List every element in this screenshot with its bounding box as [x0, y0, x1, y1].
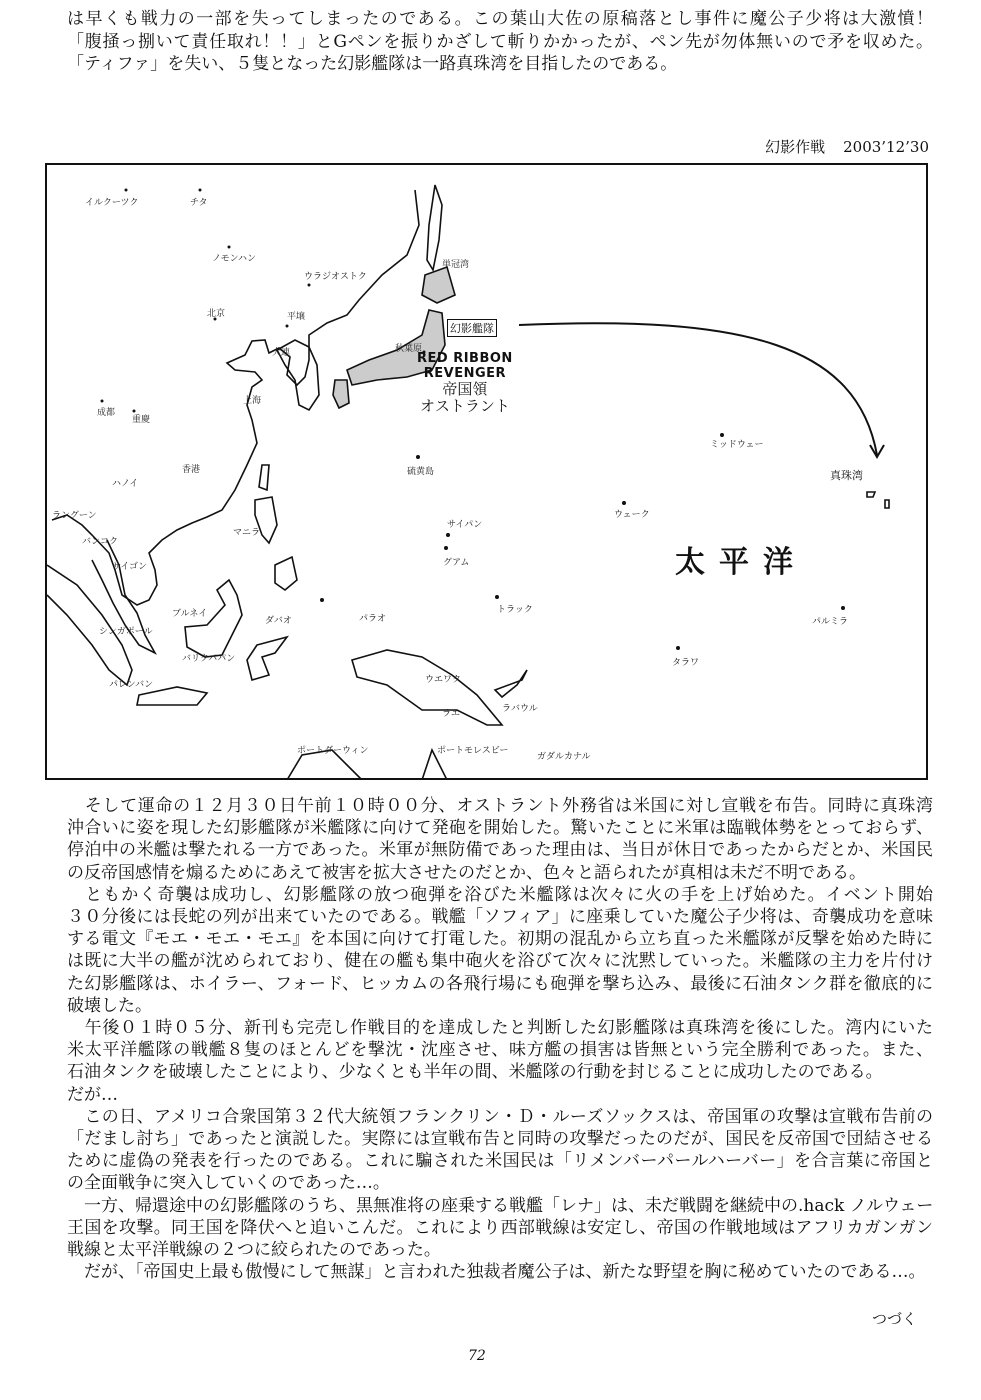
- operation-name: 幻影作戦: [765, 138, 826, 156]
- text-line: 停泊中の米艦は撃たれる一方であった。米軍が無防備であった理由は、当日が休日であったからだとか、米国民: [67, 840, 933, 861]
- place-label: ラングーン: [52, 511, 97, 521]
- text-line: の反帝国感情を煽るためにあえて被害を拡大させたのだとか、色々と語られたが真相は未だ不明である。: [67, 862, 866, 883]
- map-coastlines: [47, 165, 928, 780]
- place-label: パレンバン: [109, 680, 154, 690]
- place-label: ポートモレスビー: [437, 746, 509, 756]
- place-label: イルクーツク: [85, 198, 139, 208]
- place-label: 香港: [182, 465, 201, 475]
- text-line: する電文『モエ・モエ・モエ』を本国に向けて打電した。初期の混乱から立ち直った米艦隊が反撃を始めた時に: [67, 929, 933, 950]
- place-label: 上海: [243, 396, 262, 406]
- empire-name-jp: 帝国領: [442, 380, 488, 398]
- place-label: ダバオ: [265, 616, 292, 626]
- place-label: 秋葉原: [395, 344, 423, 354]
- to-be-continued: つづく: [872, 1310, 918, 1328]
- text-line: だが、「帝国史上最も傲慢にして無謀」と言われた独裁者魔公子は、新たな野望を胸に秘めていたのである…。: [67, 1262, 926, 1283]
- fleet-label: 幻影艦隊: [447, 319, 497, 337]
- text-line: 戦線と太平洋戦線の２つに絞られたのであった。: [67, 1240, 441, 1260]
- empire-name-en: REVENGER: [423, 366, 507, 381]
- page-number: 72: [468, 1348, 486, 1364]
- text-line: ３０分後には長蛇の列が出来ていたのである。戦艦「ソフィア」に座乗していた魔公子少将は、奇襲成功を意味: [67, 907, 933, 927]
- place-label: 重慶: [132, 415, 151, 425]
- text-line: 「腹掻っ捌いて責任取れ！！」とGペンを振りかざして斬りかかったが、ペン先が勿体無いので矛を収めた。: [67, 31, 933, 52]
- operation-date: 2003’12’30: [843, 138, 929, 156]
- place-label: シンガポール: [99, 627, 153, 637]
- place-label: 単冠湾: [442, 260, 470, 270]
- place-label: ウエワク: [425, 675, 462, 685]
- place-label: ラバウル: [502, 704, 538, 714]
- hawaii: [867, 492, 889, 508]
- philippines: [255, 497, 297, 590]
- place-label: ガダルカナル: [537, 752, 591, 762]
- place-label: タラワ: [672, 658, 700, 668]
- place-label: 成都: [97, 408, 116, 418]
- place-label: 硫黄島: [407, 467, 435, 477]
- text-line: そして運命の１２月３０日午前１０時００分、オストラント外務省は米国に対し宣戦を布告。同時に真珠湾: [67, 796, 933, 816]
- place-label: ブルネイ: [172, 609, 208, 619]
- place-label: サイゴン: [112, 562, 148, 572]
- place-label: ハノイ: [112, 479, 139, 489]
- taiwan: [259, 465, 269, 490]
- place-label: ポートダーウィン: [297, 746, 369, 756]
- text-line: 「ティファ」を失い、５隻となった幻影艦隊は一路真珠湾を目指したのである。: [67, 54, 678, 74]
- place-label: サイパン: [447, 520, 483, 530]
- new-guinea: [352, 650, 502, 725]
- place-label: マニラ: [233, 528, 261, 538]
- pacific-map: [45, 163, 928, 780]
- text-line: は早くも戦力の一部を失ってしまったのである。この葉山大佐の原稿落とし事件に魔公子少将は大激憤！: [67, 9, 933, 29]
- target-label: 真珠湾: [830, 469, 863, 482]
- new-britain: [495, 670, 527, 697]
- text-line: た幻影艦隊は、ホイラー、フォード、ヒッカムの各飛行場にも砲弾を撃ち込み、最後に石油タンク群を徹底的に: [67, 973, 933, 994]
- text-line: この日、アメリコ合衆国第３２代大統領フランクリン・Ｄ・ルーズソックスは、帝国軍の攻撃は宣戦布告前の: [67, 1106, 933, 1127]
- place-label: ミッドウェー: [710, 440, 764, 450]
- text-line: ともかく奇襲は成功し、幻影艦隊の放つ砲弾を浴びた米艦隊は次々に火の手を上げ始めた。イベント開始: [67, 884, 933, 905]
- ocean-label: 太平洋: [675, 545, 807, 580]
- text-line: 石油タンクを破壊したことにより、少なくとも半年の間、米艦隊の行動を封じることに成功したのである。: [67, 1062, 883, 1083]
- place-label: ラエ: [442, 709, 461, 719]
- place-label: トラック: [497, 605, 533, 615]
- place-label: 大連: [272, 348, 291, 358]
- place-label: バンコク: [82, 537, 119, 547]
- place-label: ウェーク: [614, 510, 650, 520]
- place-label: ウラジオストク: [304, 272, 367, 282]
- hokkaido: [422, 267, 455, 303]
- text-line: 一方、帰還途中の幻影艦隊のうち、黒無准将の座乗する戦艦「レナ」は、未だ戦闘を継続中の.hack ノルウェー: [67, 1195, 933, 1216]
- place-label: チタ: [190, 198, 208, 208]
- text-line: だが…: [67, 1084, 118, 1105]
- text-line: 午後０１時０５分、新刊も完売し作戦目的を達成したと判断した幻影艦隊は真珠湾を後にした。湾内にいた: [67, 1018, 933, 1038]
- empire-label: [417, 351, 513, 415]
- map-caption: [747, 136, 929, 157]
- text-line: 米太平洋艦隊の戦艦８隻のほとんどを撃沈・沈座させ、味方艦の損害は皆無という完全勝利であった。また、: [67, 1040, 933, 1061]
- attack-route-arrow: [519, 323, 877, 455]
- place-label: パラオ: [359, 614, 387, 624]
- text-line: 沖合いに姿を現した幻影艦隊が米艦隊に向けて発砲を開始した。驚いたことに米軍は臨戦体勢をとっておらず、: [67, 818, 933, 839]
- place-label: グアム: [443, 558, 470, 568]
- empire-name-jp: オストラント: [419, 397, 510, 415]
- text-line: は既に大半の艦が沈められており、健在の艦も集中砲火を浴びて次々に沈黙していった。米艦隊の主力を片付け: [67, 951, 933, 972]
- place-label: 平壌: [287, 312, 306, 322]
- place-label: パルミラ: [812, 617, 849, 627]
- sulawesi: [247, 637, 287, 680]
- kyushu: [333, 380, 349, 408]
- text-line: ために虚偽の発表を行ったのである。これに騙された米国民は「リメンバーパールハーバー」を合言葉に帝国と: [67, 1151, 933, 1172]
- text-line: 「だまし討ち」であったと演説した。実際には宣戦布告と同時の攻撃だったのだが、国民を反帝国で団結させる: [67, 1129, 933, 1149]
- place-label: ノモンハン: [212, 254, 257, 264]
- empire-name-en: RED RIBBON: [417, 351, 513, 366]
- text-line: 王国を攻撃。同王国を降伏へと追いこんだ。これにより西部戦線は安定し、帝国の作戦地域はアフリカガンガン: [67, 1217, 933, 1238]
- place-label: 北京: [207, 309, 226, 319]
- text-line: の全面戦争に突入していくのであった…。: [67, 1173, 390, 1194]
- place-label: バリクパパン: [182, 654, 236, 664]
- sakhalin: [427, 185, 442, 270]
- text-line: 破壊した。: [67, 995, 152, 1016]
